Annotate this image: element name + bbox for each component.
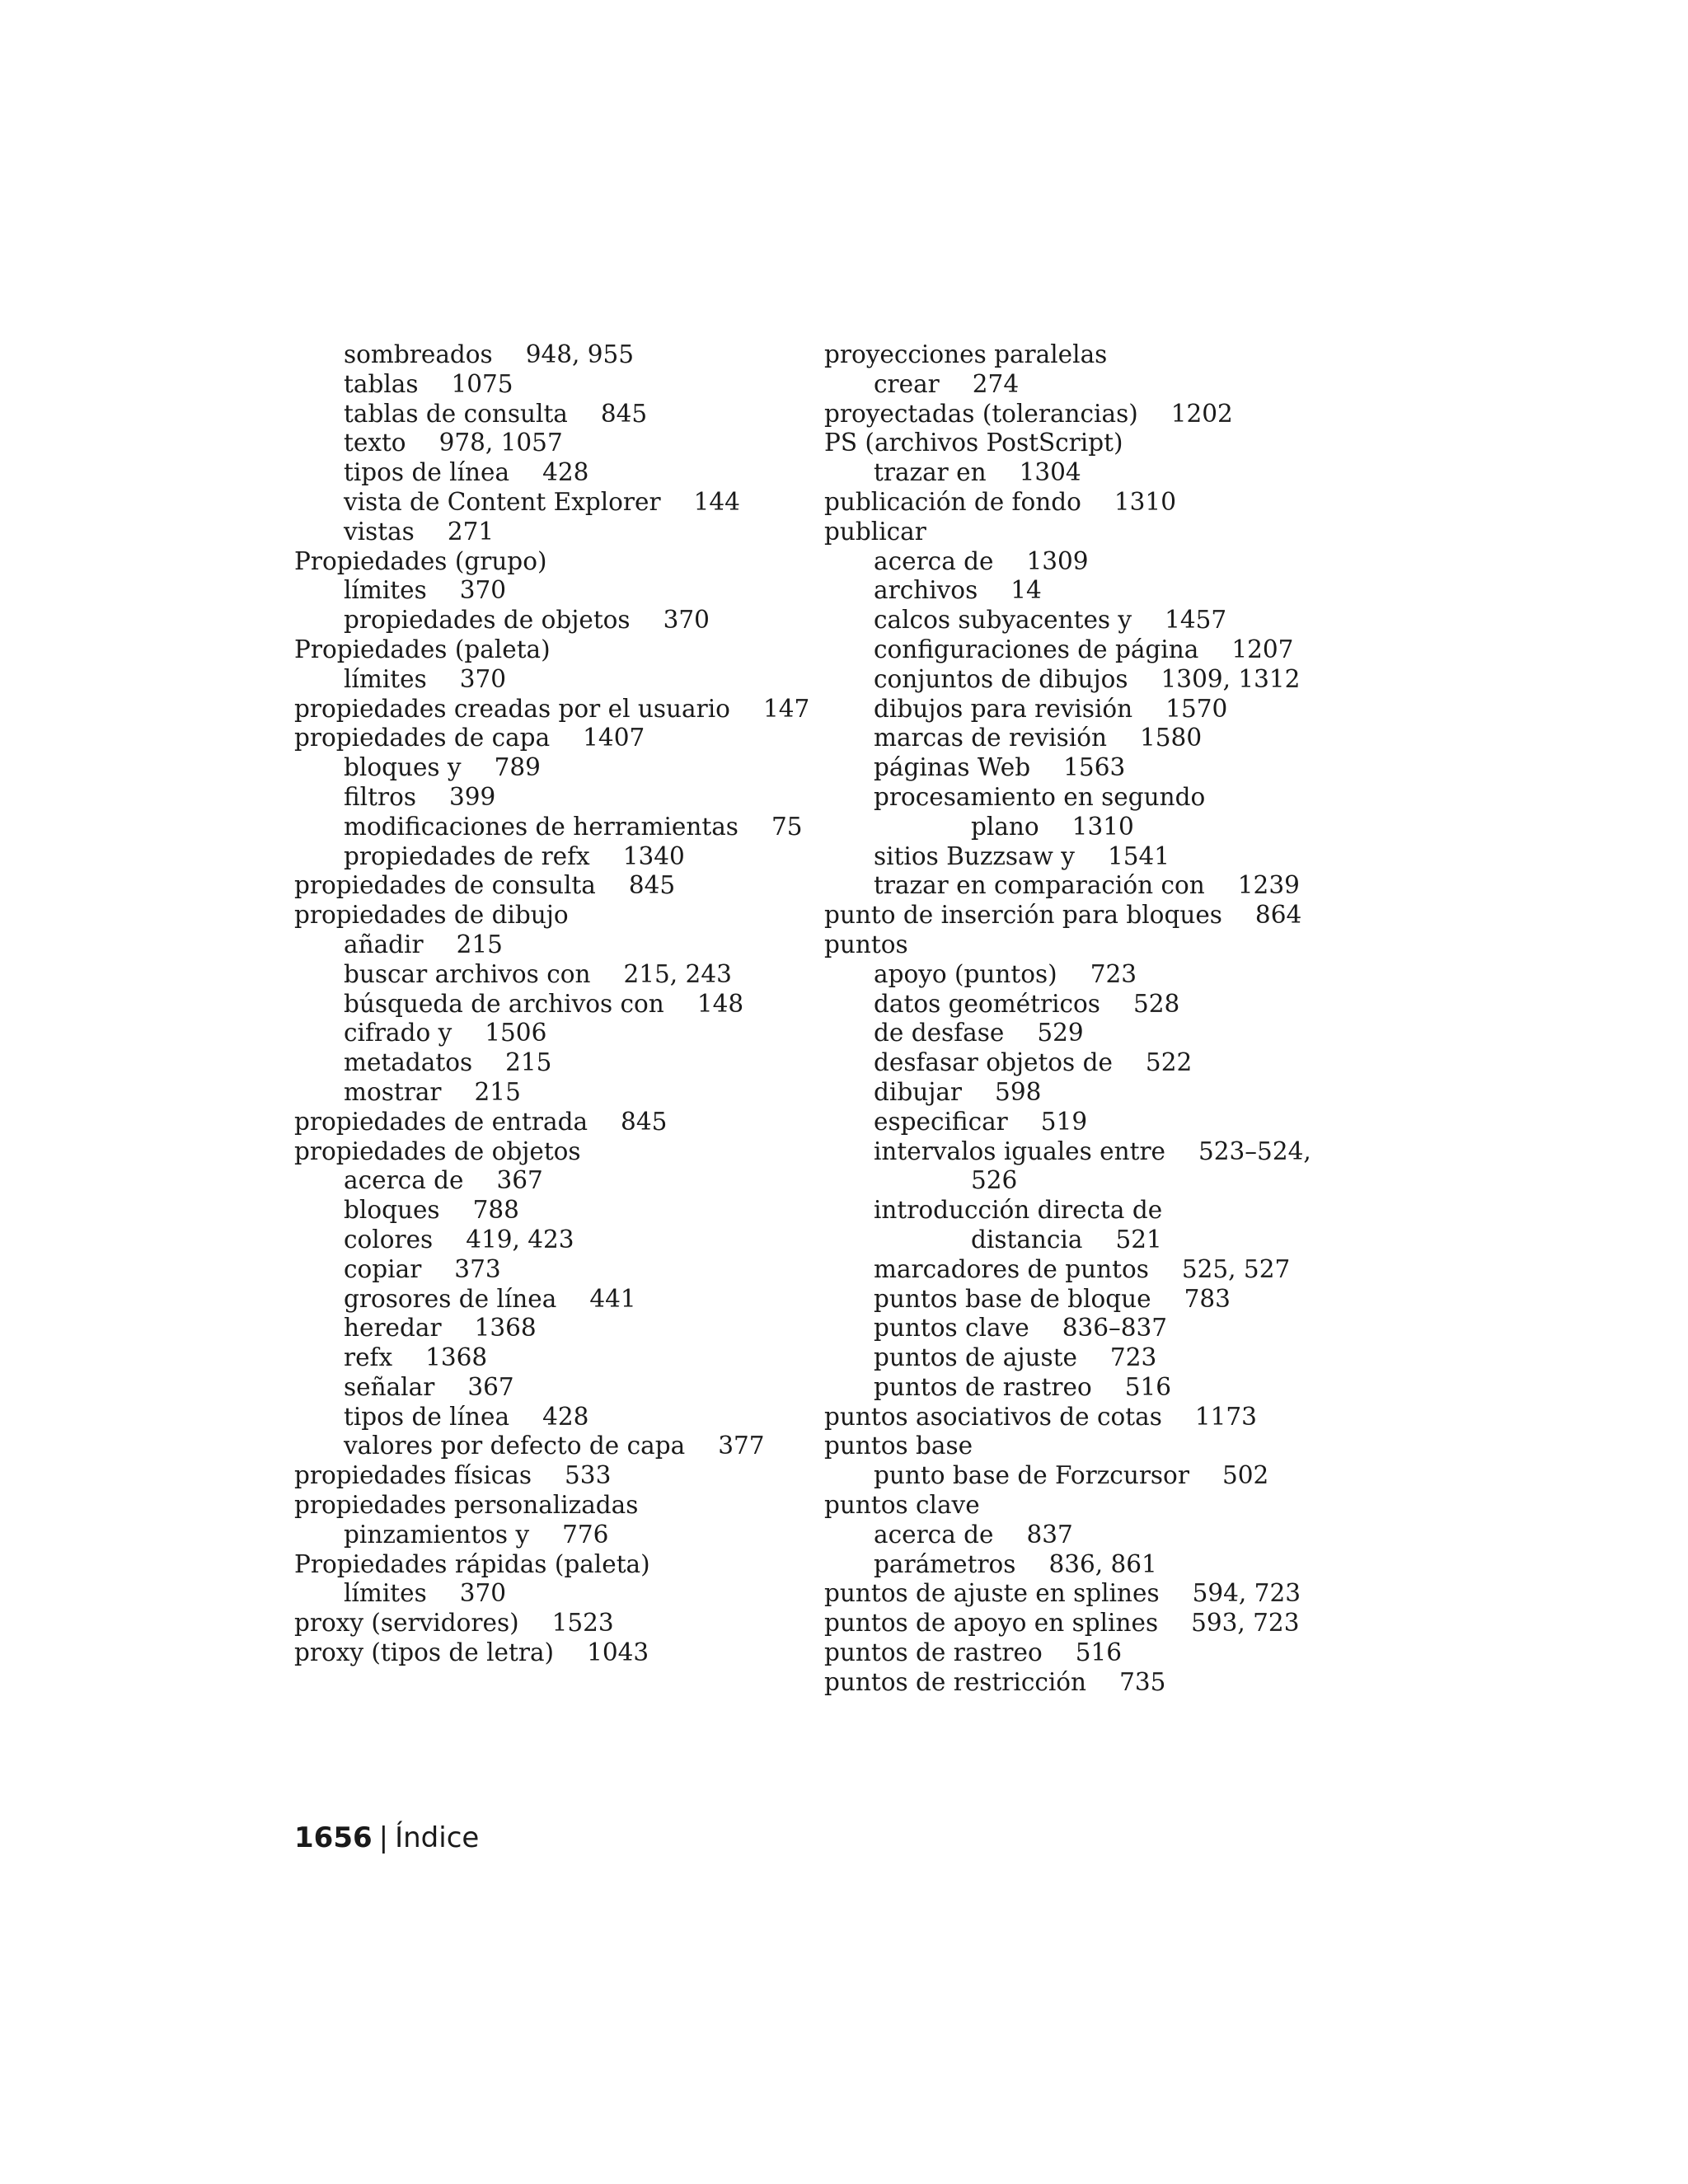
index-entry xyxy=(824,813,1335,842)
index-term: distancia xyxy=(971,1225,1083,1254)
index-entry xyxy=(824,1343,1335,1373)
index-entry xyxy=(294,1285,805,1315)
index-entry xyxy=(824,429,1335,458)
index-term: propiedades de entrada xyxy=(294,1107,588,1136)
index-page-refs: 1309, 1312 xyxy=(1160,664,1301,693)
index-term: bloques y xyxy=(344,753,462,782)
index-page-refs: 1457 xyxy=(1165,606,1227,635)
index-column-right xyxy=(824,340,1335,1698)
index-page-refs: 521 xyxy=(1115,1225,1162,1254)
index-page-refs: 789 xyxy=(494,753,541,782)
index-entry xyxy=(294,1550,805,1580)
index-entry xyxy=(294,400,805,429)
index-page-refs: 525, 527 xyxy=(1181,1254,1291,1283)
index-term: límites xyxy=(344,664,427,693)
index-entry xyxy=(824,960,1335,990)
index-page-refs: 845 xyxy=(628,871,676,900)
index-page-refs: 735 xyxy=(1119,1667,1166,1696)
index-page-refs: 598 xyxy=(995,1077,1042,1106)
index-entry xyxy=(824,1521,1335,1550)
index-entry xyxy=(294,1403,805,1432)
index-entry xyxy=(824,1048,1335,1078)
index-entry xyxy=(824,1432,1335,1461)
index-page-refs: 594, 723 xyxy=(1192,1579,1301,1608)
index-page-refs: 1310 xyxy=(1114,487,1176,516)
index-entry xyxy=(294,547,805,577)
index-term: límites xyxy=(344,1579,427,1608)
index-entry xyxy=(824,606,1335,635)
index-term: proxy (servidores) xyxy=(294,1609,519,1638)
index-term: copiar xyxy=(344,1254,422,1283)
index-term: publicación de fondo xyxy=(824,487,1081,516)
index-entry xyxy=(294,990,805,1019)
index-entry xyxy=(294,1579,805,1609)
index-page-refs: 1506 xyxy=(485,1019,547,1047)
index-entry xyxy=(824,1285,1335,1315)
index-page-refs: 14 xyxy=(1010,576,1042,605)
index-term: sitios Buzzsaw y xyxy=(874,841,1075,870)
index-page-refs: 370 xyxy=(459,576,507,605)
index-term: puntos base de bloque xyxy=(874,1284,1151,1313)
index-entry xyxy=(294,1461,805,1491)
index-entry xyxy=(824,871,1335,901)
index-term: propiedades personalizadas xyxy=(294,1491,639,1520)
index-term: búsqueda de archivos con xyxy=(344,989,664,1018)
index-page-refs: 533 xyxy=(565,1461,612,1490)
index-term: pinzamientos y xyxy=(344,1520,530,1549)
index-term: tipos de línea xyxy=(344,458,510,487)
index-page-refs: 75 xyxy=(771,812,803,841)
index-entry xyxy=(294,635,805,665)
index-term: propiedades de objetos xyxy=(294,1137,581,1165)
index-entry xyxy=(824,1314,1335,1343)
index-entry xyxy=(294,1491,805,1521)
index-entry xyxy=(294,1196,805,1226)
index-entry xyxy=(824,370,1335,400)
index-term: punto de inserción para bloques xyxy=(824,901,1222,930)
index-term: punto base de Forzcursor xyxy=(874,1461,1189,1490)
index-page-refs: 377 xyxy=(718,1432,765,1460)
index-term: grosores de línea xyxy=(344,1284,557,1313)
index-entry xyxy=(294,518,805,547)
index-entry xyxy=(294,1166,805,1196)
index-term: puntos clave xyxy=(874,1314,1029,1343)
index-entry xyxy=(824,1668,1335,1698)
index-entry xyxy=(824,488,1335,518)
index-entry xyxy=(294,429,805,458)
index-term: intervalos iguales entre xyxy=(874,1137,1165,1165)
index-entry xyxy=(824,842,1335,872)
index-entry xyxy=(824,1638,1335,1668)
index-page-refs: 519 xyxy=(1040,1107,1088,1136)
index-page-refs: 428 xyxy=(542,1402,589,1431)
index-term: puntos de rastreo xyxy=(824,1638,1043,1667)
index-page-refs: 864 xyxy=(1254,901,1302,930)
index-term: páginas Web xyxy=(874,753,1031,782)
index-page-refs: 1570 xyxy=(1165,694,1228,723)
index-term: archivos xyxy=(874,576,978,605)
index-entry xyxy=(294,842,805,872)
index-term: cifrado y xyxy=(344,1019,452,1047)
index-term: PS (archivos PostScript) xyxy=(824,429,1123,457)
index-page-refs: 845 xyxy=(600,399,648,428)
index-entry xyxy=(824,753,1335,783)
index-term: propiedades físicas xyxy=(294,1461,532,1490)
index-page-refs: 370 xyxy=(459,1579,507,1608)
index-term: parámetros xyxy=(874,1549,1016,1578)
index-page-refs: 1173 xyxy=(1194,1402,1257,1431)
index-page-refs: 529 xyxy=(1037,1019,1084,1047)
index-page-refs: 1207 xyxy=(1231,635,1294,663)
index-entry xyxy=(294,694,810,724)
index-term: datos geométricos xyxy=(874,989,1100,1018)
index-entry xyxy=(824,1461,1335,1491)
index-page-refs: 1541 xyxy=(1107,841,1170,870)
index-entry xyxy=(294,1343,805,1373)
index-entry xyxy=(824,695,1335,724)
index-term: proxy (tipos de letra) xyxy=(294,1638,555,1667)
index-term: sombreados xyxy=(344,340,493,368)
index-page-refs: 1304 xyxy=(1019,458,1081,487)
index-page-refs: 528 xyxy=(1132,989,1180,1018)
index-term: límites xyxy=(344,576,427,605)
index-entry xyxy=(294,606,805,635)
index-entry xyxy=(824,1550,1335,1580)
index-entry xyxy=(294,458,805,488)
index-term: modificaciones de herramientas xyxy=(344,812,738,841)
index-term: mostrar xyxy=(344,1077,442,1106)
index-column-left xyxy=(294,340,810,1668)
index-page-refs: 215, 243 xyxy=(623,959,732,988)
index-term: calcos subyacentes y xyxy=(874,606,1132,635)
index-entry xyxy=(294,1048,805,1078)
index-term: procesamiento en segundo xyxy=(874,782,1206,811)
index-term: puntos xyxy=(824,930,908,958)
index-term: valores por defecto de capa xyxy=(344,1432,686,1460)
index-entry xyxy=(294,1078,805,1108)
index-page-refs: 1563 xyxy=(1063,753,1126,782)
index-term: dibujos para revisión xyxy=(874,694,1133,723)
index-entry xyxy=(294,665,805,695)
index-term: acerca de xyxy=(874,1520,994,1549)
index-term: heredar xyxy=(344,1314,442,1343)
index-page-refs: 1310 xyxy=(1071,812,1134,841)
index-entry xyxy=(824,1166,1335,1196)
index-entry xyxy=(824,724,1335,753)
index-term: vista de Content Explorer xyxy=(344,487,661,516)
index-entry xyxy=(294,783,805,813)
index-page-refs: 441 xyxy=(589,1284,636,1313)
index-entry xyxy=(824,1609,1335,1638)
index-page-refs: 978, 1057 xyxy=(438,429,563,457)
index-page-refs: 836–837 xyxy=(1062,1314,1168,1343)
index-term: puntos de ajuste xyxy=(874,1343,1077,1372)
index-term: configuraciones de página xyxy=(874,635,1199,663)
index-entry xyxy=(824,1226,1335,1255)
index-entry xyxy=(824,547,1335,577)
index-entry xyxy=(824,1373,1335,1403)
index-entry xyxy=(294,1137,805,1167)
index-entry xyxy=(824,990,1335,1019)
index-term: puntos de rastreo xyxy=(874,1372,1092,1401)
index-entry xyxy=(294,871,805,901)
index-term: apoyo (puntos) xyxy=(874,959,1057,988)
index-term: tipos de línea xyxy=(344,1402,510,1431)
index-page-refs: 593, 723 xyxy=(1191,1609,1300,1638)
index-page-refs: 723 xyxy=(1090,959,1137,988)
index-term: señalar xyxy=(344,1372,435,1401)
index-entry xyxy=(294,1609,805,1638)
index-term: puntos de ajuste en splines xyxy=(824,1579,1160,1608)
index-page-refs: 215 xyxy=(474,1077,521,1106)
index-page-refs: 502 xyxy=(1221,1461,1269,1490)
index-term: especificar xyxy=(874,1107,1008,1136)
index-entry xyxy=(294,340,805,370)
index-page-refs: 1340 xyxy=(622,841,685,870)
index-term: 526 xyxy=(971,1166,1018,1195)
index-term: dibujar xyxy=(874,1077,963,1106)
index-page-refs: 370 xyxy=(663,606,710,635)
index-page-refs: 1202 xyxy=(1170,399,1233,428)
index-entry xyxy=(294,488,805,518)
index-term: proyecciones paralelas xyxy=(824,340,1108,368)
section-title: Índice xyxy=(395,1821,480,1854)
index-page-refs: 948, 955 xyxy=(525,340,635,368)
index-term: puntos de restricción xyxy=(824,1667,1087,1696)
index-entry xyxy=(824,1196,1335,1226)
index-term: Propiedades rápidas (paleta) xyxy=(294,1549,650,1578)
index-entry xyxy=(294,960,805,990)
index-entry xyxy=(824,783,1335,813)
index-term: acerca de xyxy=(344,1166,464,1195)
index-page-refs: 788 xyxy=(472,1196,519,1225)
index-entry xyxy=(294,753,805,783)
index-entry xyxy=(824,400,1335,429)
index-entry xyxy=(824,1491,1335,1521)
index-entry xyxy=(824,1078,1335,1108)
index-term: publicar xyxy=(824,517,926,546)
index-term: metadatos xyxy=(344,1048,473,1077)
index-entry xyxy=(824,1019,1335,1048)
index-entry xyxy=(294,370,805,400)
index-term: conjuntos de dibujos xyxy=(874,664,1128,693)
index-page-refs: 845 xyxy=(621,1107,668,1136)
index-term: trazar en xyxy=(874,458,987,487)
index-entry xyxy=(824,665,1335,695)
index-page-refs: 1368 xyxy=(425,1343,488,1372)
index-term: crear xyxy=(874,369,940,398)
index-term: filtros xyxy=(344,782,416,811)
index-page-refs: 1523 xyxy=(551,1609,614,1638)
index-term: tablas de consulta xyxy=(344,399,568,428)
index-term: puntos clave xyxy=(824,1491,980,1520)
index-page-refs: 215 xyxy=(456,930,503,958)
index-page-refs: 419, 423 xyxy=(466,1225,574,1254)
index-page-refs: 148 xyxy=(696,989,744,1018)
index-term: Propiedades (paleta) xyxy=(294,635,551,663)
index-page-refs: 1075 xyxy=(451,369,513,398)
index-term: propiedades de capa xyxy=(294,724,551,752)
index-term: propiedades creadas por el usuario xyxy=(294,694,730,723)
index-page-refs: 367 xyxy=(467,1372,514,1401)
index-page-refs: 723 xyxy=(1109,1343,1157,1372)
index-term: marcadores de puntos xyxy=(874,1254,1149,1283)
index-page-refs: 147 xyxy=(762,694,810,723)
index-term: puntos base xyxy=(824,1432,973,1460)
index-entry xyxy=(824,1579,1335,1609)
index-page-refs: 522 xyxy=(1145,1048,1193,1077)
index-page-refs: 399 xyxy=(448,782,496,811)
index-entry xyxy=(294,1314,805,1343)
index-page-refs: 428 xyxy=(542,458,589,487)
index-term: texto xyxy=(344,429,406,457)
index-page-refs: 837 xyxy=(1026,1520,1073,1549)
index-entry xyxy=(824,1137,1335,1167)
index-page-refs: 776 xyxy=(562,1520,609,1549)
index-page-refs: 370 xyxy=(459,664,507,693)
index-page-refs: 836, 861 xyxy=(1048,1549,1157,1578)
index-term: tablas xyxy=(344,369,419,398)
index-entry xyxy=(294,930,805,960)
index-entry xyxy=(294,1255,805,1285)
index-entry xyxy=(294,1108,805,1137)
index-term: proyectadas (tolerancias) xyxy=(824,399,1138,428)
index-term: buscar archivos con xyxy=(344,959,591,988)
index-term: de desfase xyxy=(874,1019,1005,1047)
index-entry xyxy=(824,901,1335,930)
index-entry xyxy=(294,813,805,842)
index-page-refs: 1368 xyxy=(474,1314,537,1343)
index-page-refs: 516 xyxy=(1124,1372,1172,1401)
index-page-refs: 144 xyxy=(693,487,740,516)
index-term: puntos de apoyo en splines xyxy=(824,1609,1159,1638)
index-term: Propiedades (grupo) xyxy=(294,546,547,575)
index-entry xyxy=(294,1432,805,1461)
index-page-refs: 783 xyxy=(1184,1284,1231,1313)
index-page-refs: 516 xyxy=(1075,1638,1123,1667)
page-number: 1656 xyxy=(294,1821,373,1854)
index-term: introducción directa de xyxy=(874,1196,1163,1225)
footer-separator: | xyxy=(378,1821,389,1854)
index-entry xyxy=(824,340,1335,370)
index-entry xyxy=(294,576,805,606)
index-entry xyxy=(294,724,805,753)
index-entry xyxy=(294,1373,805,1403)
index-term: acerca de xyxy=(874,546,994,575)
index-page-refs: 523–524, xyxy=(1198,1137,1311,1165)
index-entry xyxy=(824,1108,1335,1137)
index-page-refs: 1239 xyxy=(1237,871,1300,900)
index-page-refs: 1580 xyxy=(1140,724,1203,752)
index-entry xyxy=(294,1226,805,1255)
index-entry xyxy=(824,518,1335,547)
index-entry xyxy=(824,576,1335,606)
index-term: refx xyxy=(344,1343,393,1372)
index-entry xyxy=(824,458,1335,488)
index-entry xyxy=(824,930,1335,960)
index-term: añadir xyxy=(344,930,424,958)
index-entry xyxy=(824,1403,1335,1432)
index-term: bloques xyxy=(344,1196,440,1225)
index-page-refs: 1043 xyxy=(587,1638,649,1667)
index-page-refs: 215 xyxy=(505,1048,552,1077)
index-page-refs: 271 xyxy=(447,517,495,546)
index-page-refs: 373 xyxy=(454,1254,501,1283)
index-term: plano xyxy=(971,812,1039,841)
index-term: propiedades de refx xyxy=(344,841,590,870)
index-term: vistas xyxy=(344,517,415,546)
index-term: propiedades de dibujo xyxy=(294,901,569,930)
index-entry xyxy=(294,1521,805,1550)
index-page-refs: 1407 xyxy=(583,724,645,752)
page-footer xyxy=(294,1821,479,1854)
index-page-refs: 367 xyxy=(496,1166,543,1195)
index-term: puntos asociativos de cotas xyxy=(824,1402,1162,1431)
index-term: propiedades de objetos xyxy=(344,606,631,635)
index-entry xyxy=(824,1255,1335,1285)
index-term: marcas de revisión xyxy=(874,724,1108,752)
index-page-refs: 274 xyxy=(972,369,1020,398)
index-entry xyxy=(294,1638,805,1668)
index-entry xyxy=(294,1019,805,1048)
index-term: trazar en comparación con xyxy=(874,871,1205,900)
index-page-refs: 1309 xyxy=(1026,546,1089,575)
index-term: propiedades de consulta xyxy=(294,871,596,900)
index-entry xyxy=(294,901,805,930)
index-term: desfasar objetos de xyxy=(874,1048,1113,1077)
index-term: colores xyxy=(344,1225,434,1254)
index-entry xyxy=(824,635,1335,665)
